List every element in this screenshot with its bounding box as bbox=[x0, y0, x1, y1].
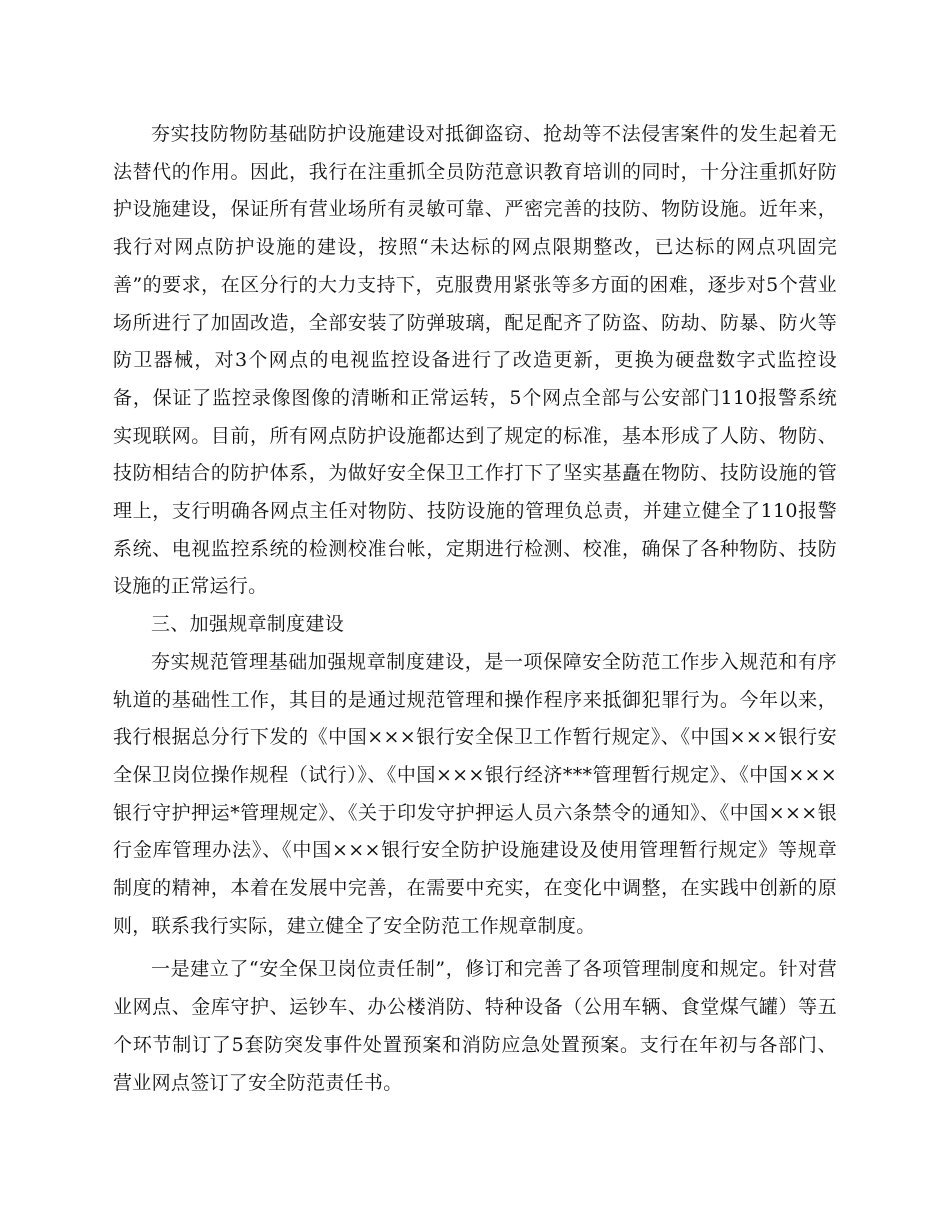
paragraph-rules-system: 夯实规范管理基础加强规章制度建设，是一项保障安全防范工作步入规范和有序轨道的基础性工作，其目的是通过规范管理和操作程序来抵御犯罪行为。今年以来，我行根据总分行下发的《中国×××银行安全保卫工作暂行规定》、《中国×××银行安全保卫岗位操作规程（试行）》、《中国×××银行经济***管理暂行规定》、《中国×××银行守护押运*管理规定》、《关于印发守护押运人员六条禁令的通知》、《中国×××银行金库管理办法》、《中国×××银行安全防护设施建设及使用管理暂行规定》等规章制度的精神，本着在发展中完善，在需要中充实，在变化中调整，在实践中创新的原则，联系我行实际，建立健全了安全防范工作规章制度。 bbox=[113, 650, 837, 937]
section-heading-rules: 三、加强规章制度建设 bbox=[151, 613, 345, 636]
document-body bbox=[113, 116, 837, 1102]
paragraph-responsibility-system: 一是建立了“安全保卫岗位责任制”，修订和完善了各项管理制度和规定。针对营业网点、金库守护、运钞车、办公楼消防、特种设备（公用车辆、食堂煤气罐）等五个环节制订了5套防突发事件处置预案和消防应急处置预案。支行在年初与各部门、营业网点签订了安全防范责任书。 bbox=[113, 958, 837, 1094]
paragraph-security-facilities: 夯实技防物防基础防护设施建设对抵御盗窃、抢劫等不法侵害案件的发生起着无法替代的作用。因此，我行在注重抓全员防范意识教育培训的同时，十分注重抓好防护设施建设，保证所有营业场所有灵敏可靠、严密完善的技防、物防设施。近年来，我行对网点防护设施的建设，按照“未达标的网点限期整改，已达标的网点巩固完善”的要求，在区分行的大力支持下，克服费用紧张等多方面的困难，逐步对5个营业场所进行了加固改造，全部安装了防弹玻璃，配足配齐了防盗、防劫、防暴、防火等防卫器械，对3个网点的电视监控设备进行了改造更新，更换为硬盘数字式监控设备，保证了监控录像图像的清晰和正常运转，5个网点全部与公安部门110报警系统实现联网。目前，所有网点防护设施都达到了规定的标准，基本形成了人防、物防、技防相结合的防护体系，为做好安全保卫工作打下了坚实基矗在物防、技防设施的管理上，支行明确各网点主任对物防、技防设施的管理负总责，并建立健全了110报警系统、电视监控系统的检测校准台帐，定期进行检测、校准，确保了各种物防、技防设施的正常运行。 bbox=[113, 123, 837, 598]
